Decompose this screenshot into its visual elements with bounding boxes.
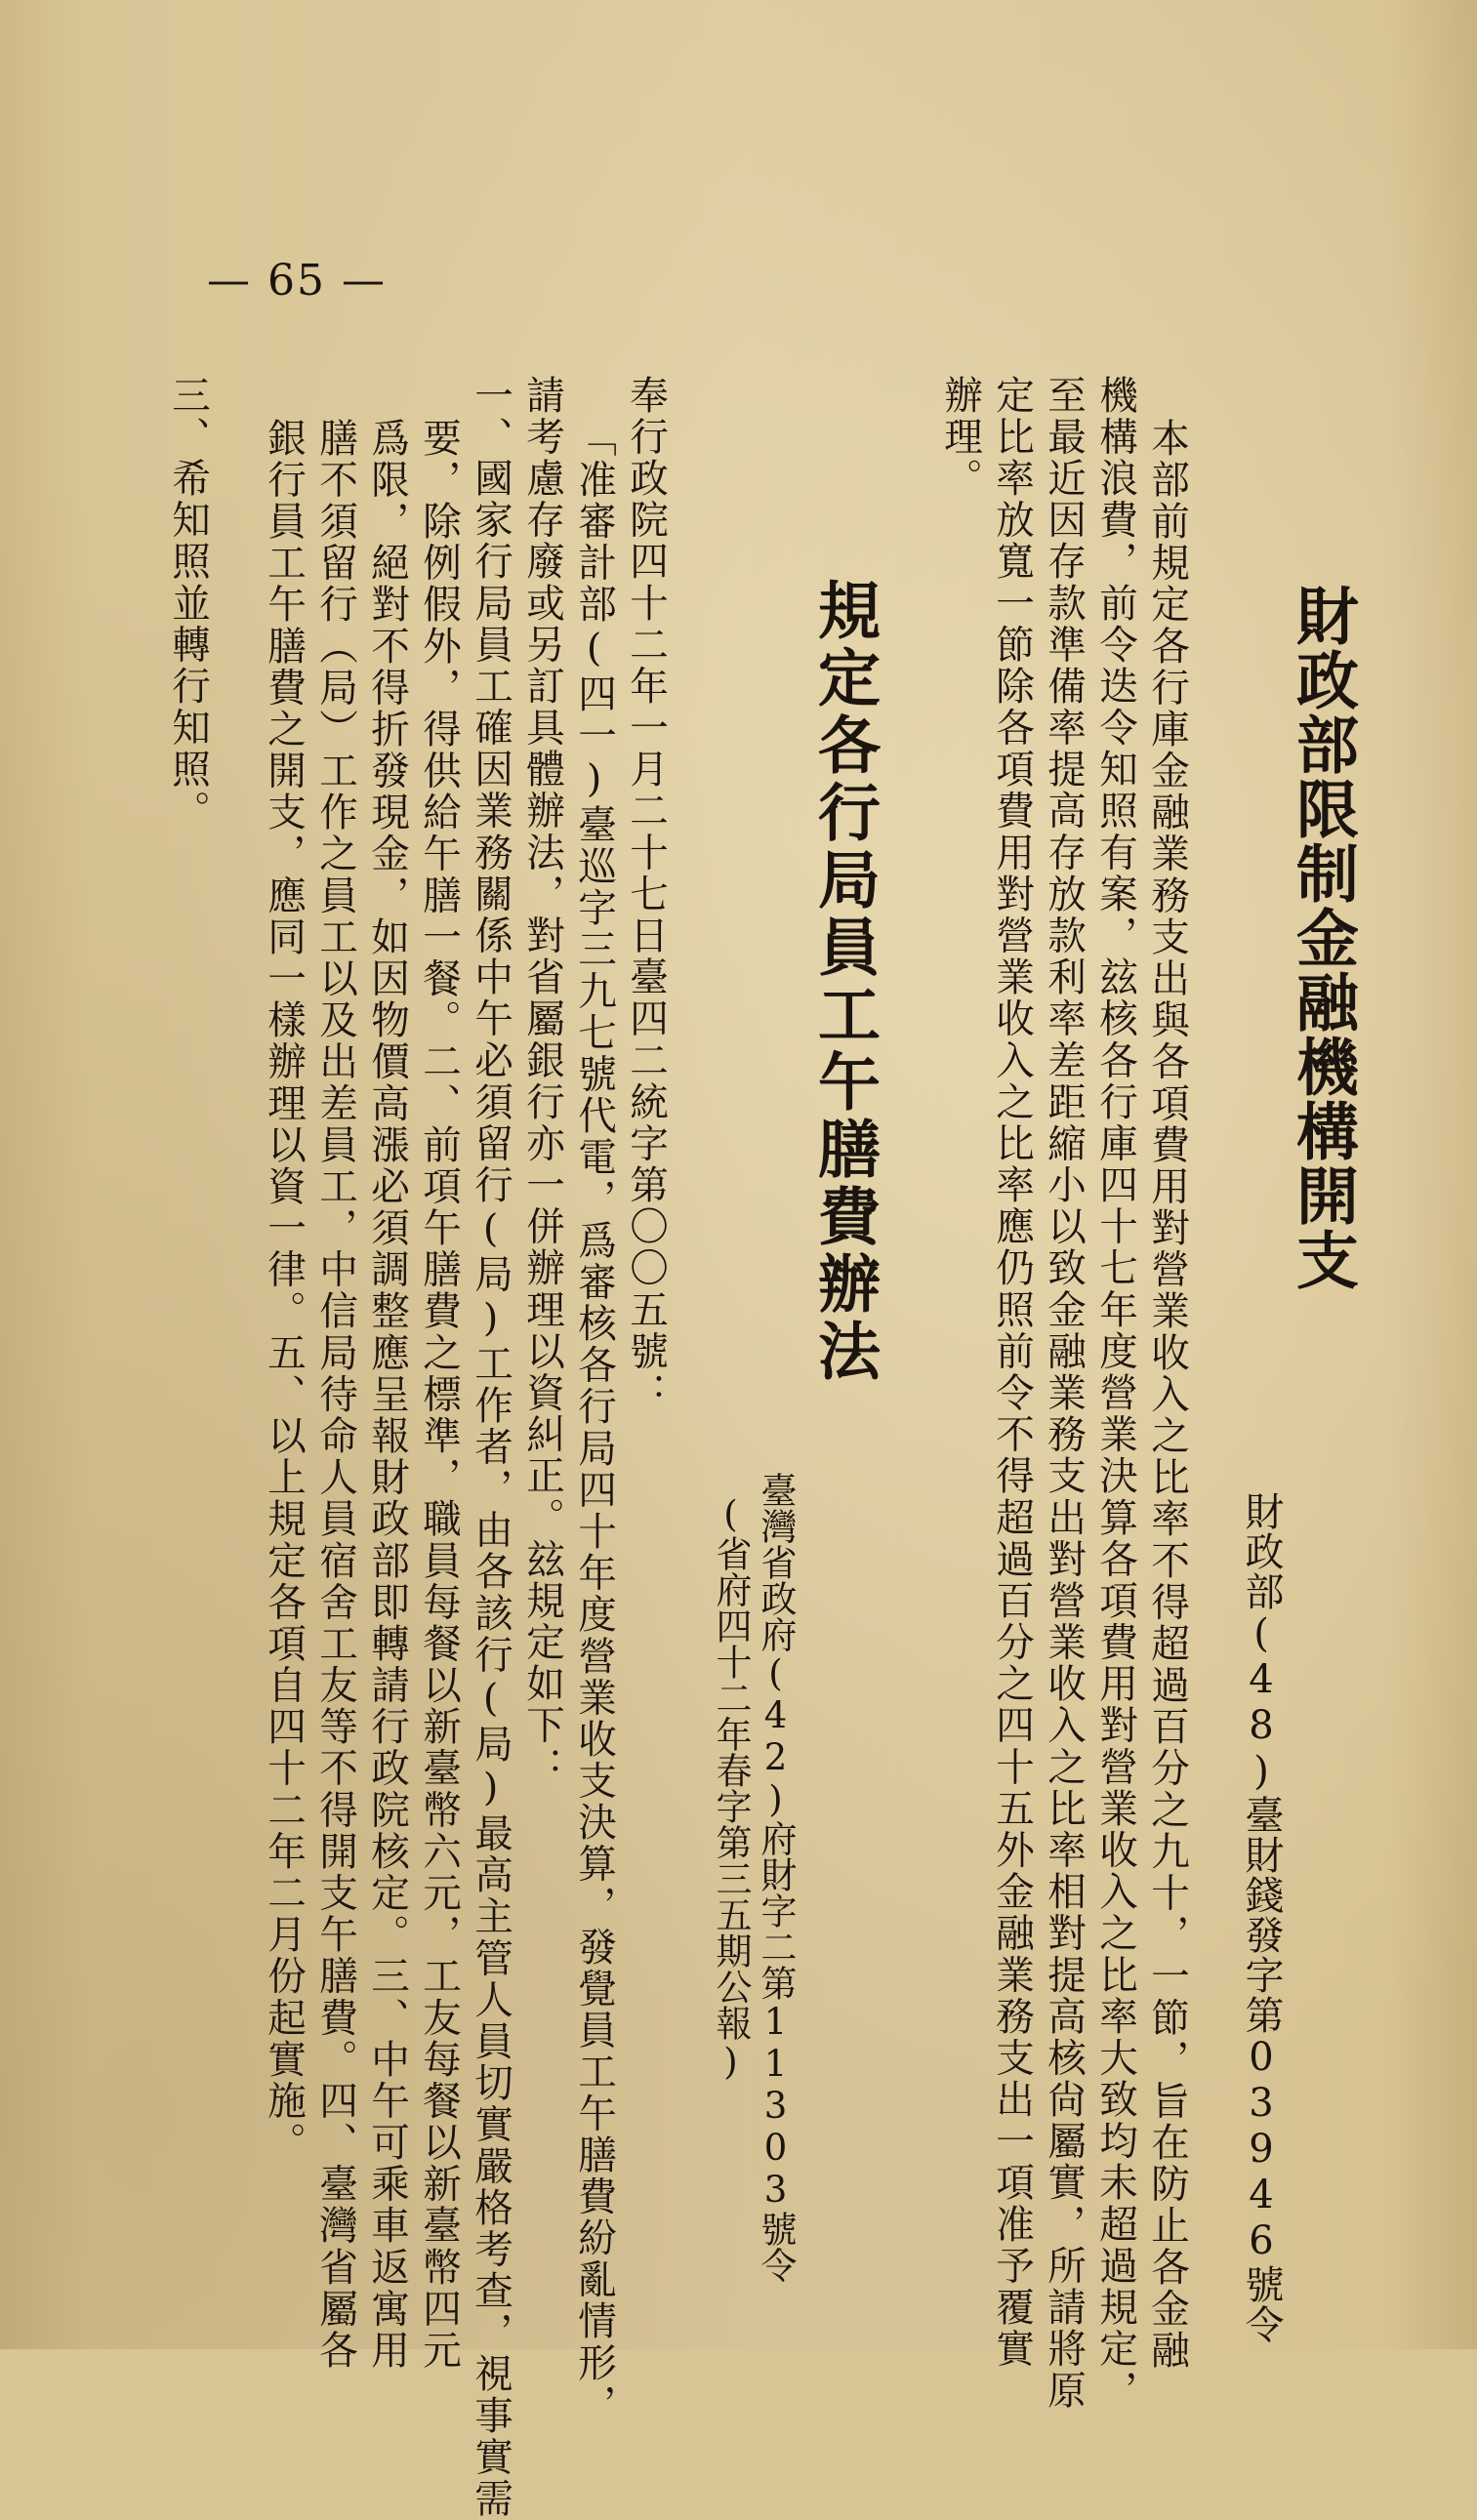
section1-order-number: 財政部(48)臺財錢發字第03946號令: [1239, 1491, 1284, 2344]
page-number: — 65 —: [207, 256, 387, 305]
section1-body-line-3: 至最近因存款準備率提高存放款利率差距縮小以致金融業務支出對營業收入之比率相對提高核尙屬實，所請將原: [1041, 375, 1087, 2412]
section1-body-line-1: 本部前規定各行庫金融業務支出與各項費用對營業收入之比率不得超過百分之九十，一節，旨在防止各金融: [1144, 418, 1190, 2372]
section2-body-line-3: 請考慮存廢或另訂具體辦法，對省屬銀行亦一併辦理以資糾正。玆規定如下：: [519, 375, 565, 1789]
section2-body-line-4: 一、國家行局員工確因業務關係中午必須留行(局)工作者，由各該行(局)最高主管人員切實嚴格考查，視事實需: [468, 375, 513, 2520]
section2-title: 規定各行局員工午膳費辦法: [807, 578, 881, 1386]
section2-body-line-6: 爲限，絕對不得折發現金，如因物價高漲必須調整應呈報財政部即轉請行政院核定。三、中午可乘車返寓用: [364, 418, 410, 2372]
section2-body-line-9: 三、希知照並轉行知照。: [165, 375, 211, 833]
section2-body-line-8: 銀行員工午膳費之開支，應同一樣辦理以資一律。五、以上規定各項自四十二年二月份起實施。: [261, 418, 307, 2164]
section2-body-line-1: 奉行政院四十二年一月二十七日臺四二統字第〇〇五號：: [623, 375, 669, 1414]
section1-title: 財政部限制金融機構開支: [1286, 584, 1359, 1292]
section1-body-line-2: 機構浪費，前令迭令知照有案，玆核各行庫四十七年度營業決算各項費用對營業收入之比率大致均未超過規定，: [1092, 375, 1138, 2412]
section2-ref-line-2: (省府四十二年春字第三五期公報): [710, 1493, 752, 2083]
section2-body-line-5: 要，除例假外，得供給午膳一餐。二、前項午膳費之標準，職員每餐以新臺幣六元，工友每餐以新臺幣四元: [416, 418, 462, 2372]
section2-ref-line-1: 臺灣省政府(42)府財字二第11303號令: [755, 1472, 797, 2283]
section1-body-line-4: 定比率放寬一節除各項費用對營業收入之比率應仍照前令不得超過百分之四十五外金融業務支出一項准予覆實: [989, 375, 1035, 2371]
section2-body-line-2: 「准審計部(四一)臺巡字三九七號代電，爲審核各行局四十年度營業收支決算，發覺員工午膳費紛亂情形，: [571, 418, 617, 2426]
section2-body-line-7: 膳不須留行（局）工作之員工以及出差員工，中信局待命人員宿舍工友等不得開支午膳費。四、臺灣省屬各: [312, 418, 358, 2372]
section1-body-line-5: 辦理。: [937, 375, 983, 500]
